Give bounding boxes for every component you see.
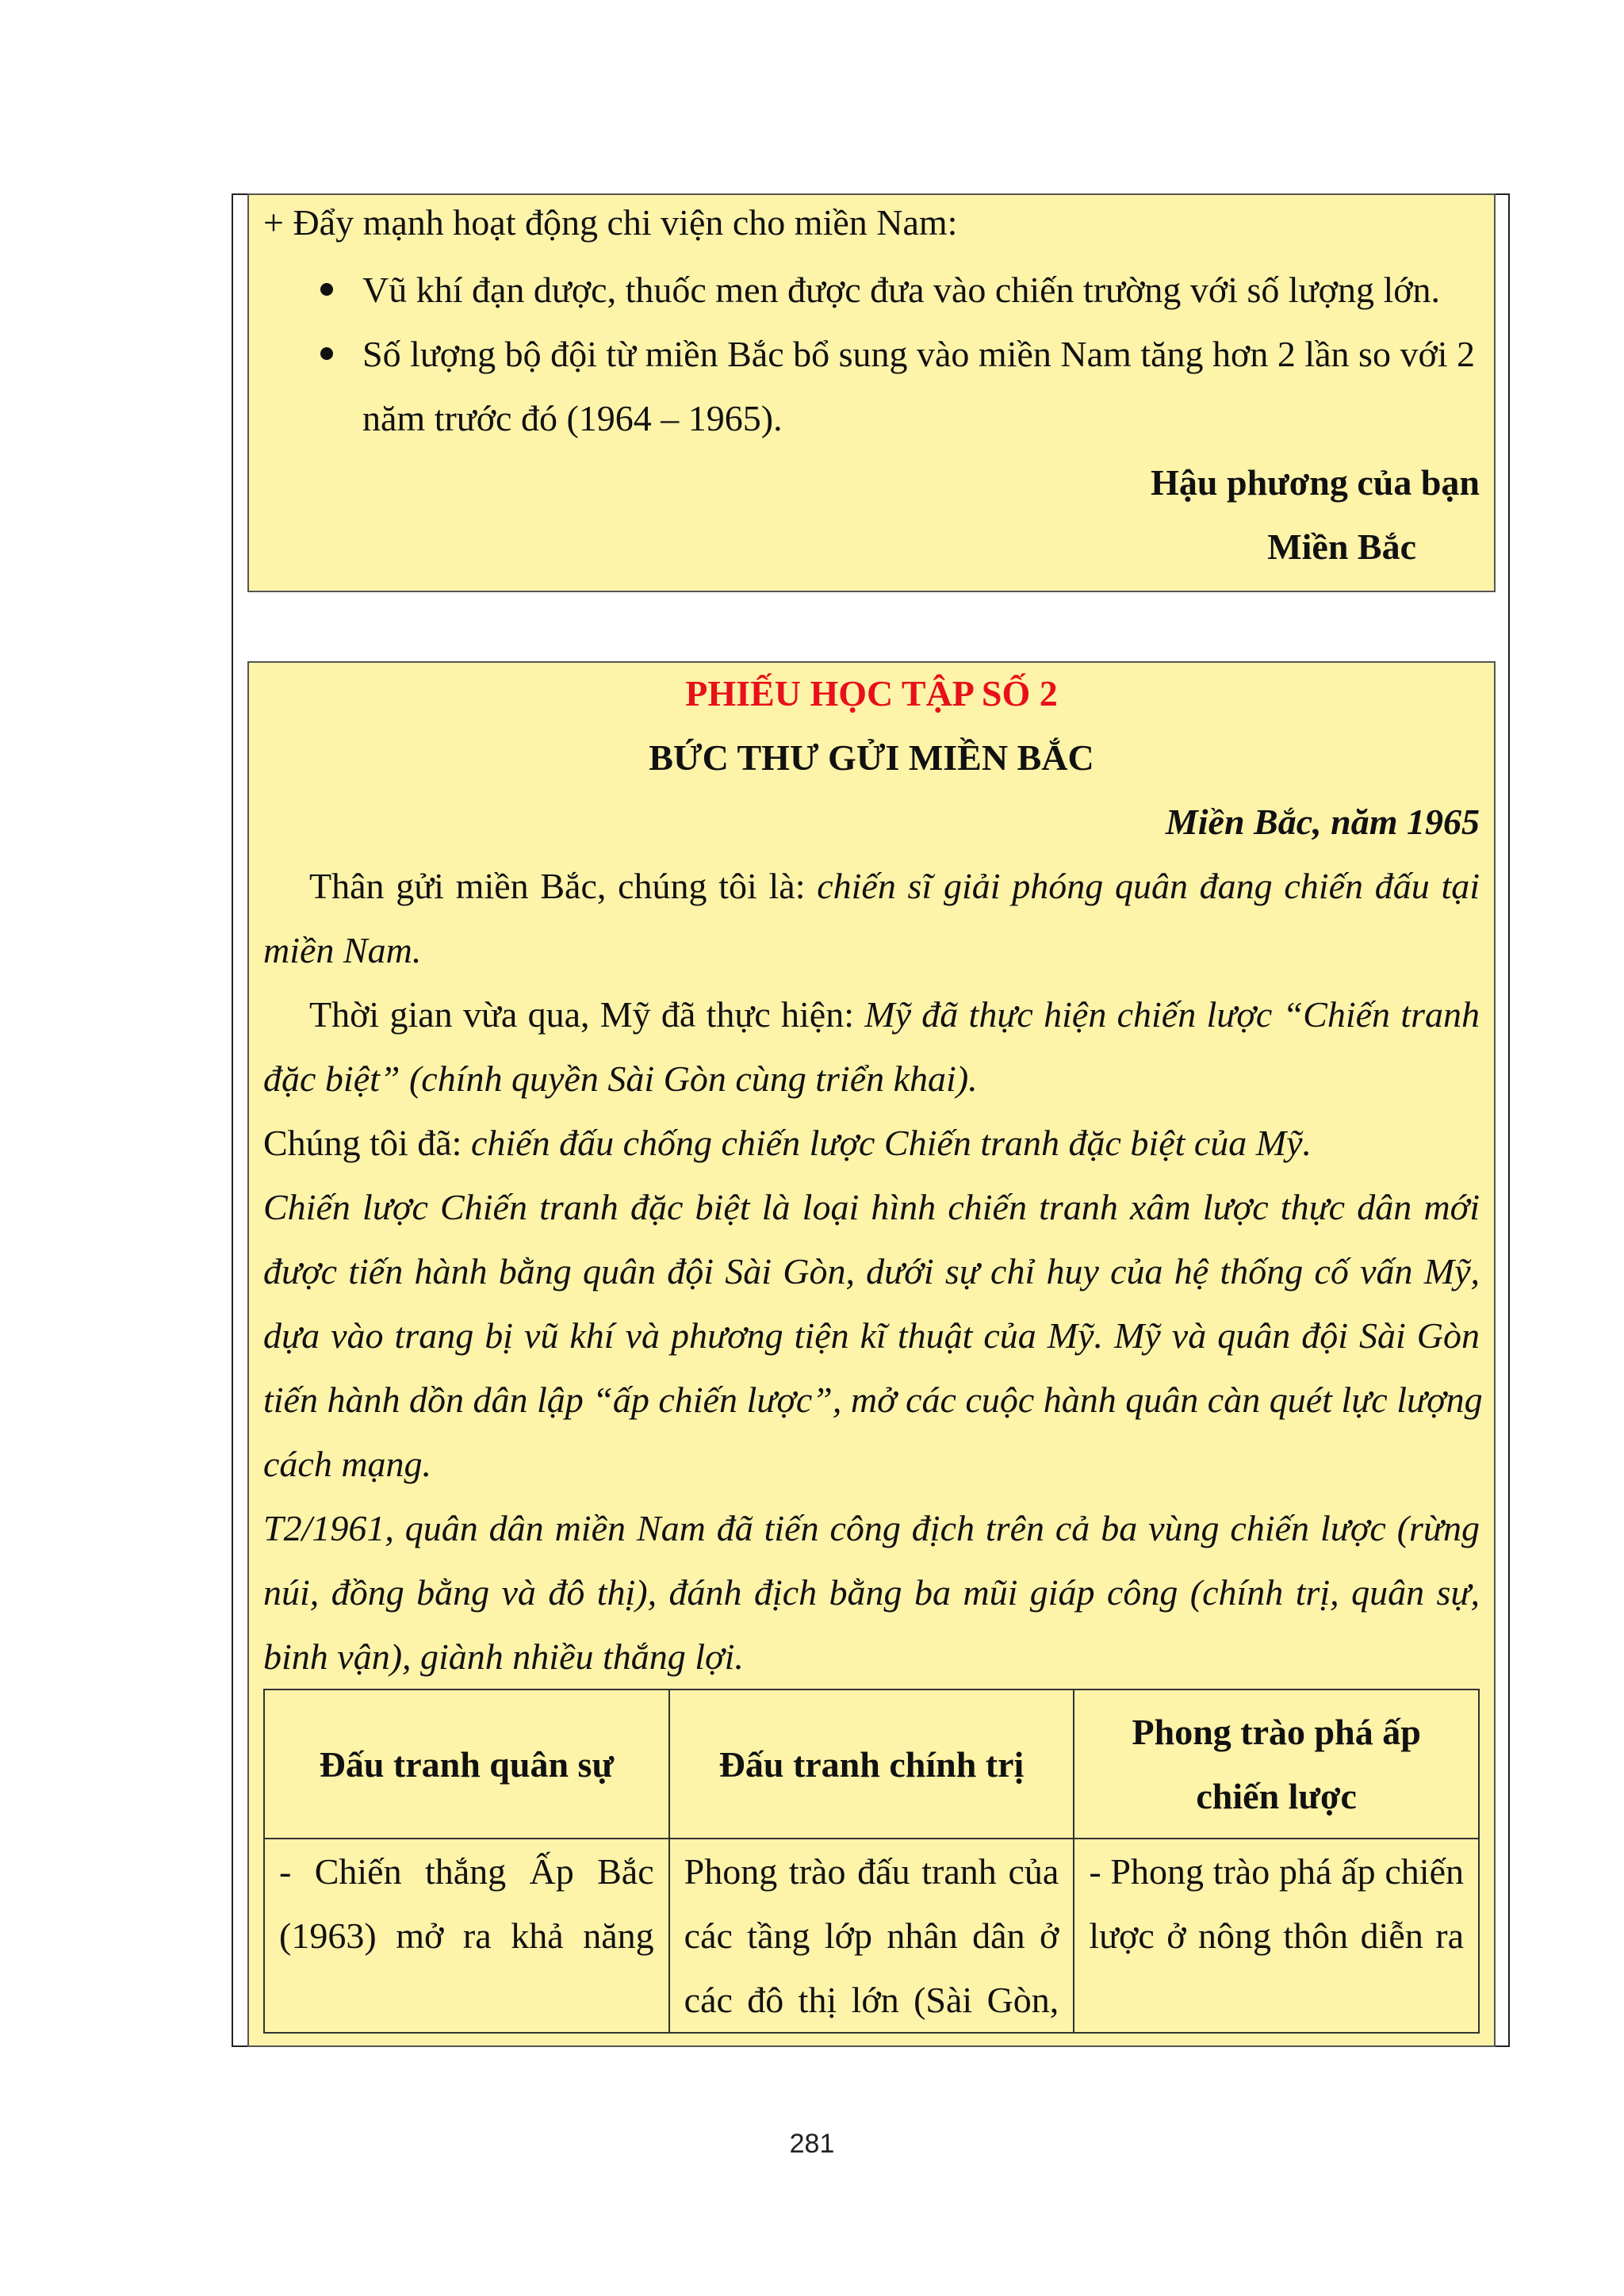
p3-answer: chiến đấu chống chiến lược Chiến tranh đặc biệt của Mỹ. (470, 1123, 1312, 1163)
cell-line: các tầng lớp nhân dân ở (684, 1915, 1059, 1956)
paragraph-1-cont: miền Nam. (263, 930, 422, 970)
bullet-item (263, 322, 1480, 386)
cell-line: Phong trào đấu tranh của (684, 1851, 1059, 1892)
letter-title: BỨC THƯ GỬI MIỀN BẮC (649, 737, 1094, 778)
bullet-text: Số lượng bộ đội từ miền Bắc bổ sung vào miền Nam tăng hơn 2 lần so với 2 (362, 334, 1476, 374)
bullet-text: Vũ khí đạn dược, thuốc men được đưa vào chiến trường với số lượng lớn. (362, 270, 1441, 310)
paragraph-1 (263, 854, 1480, 918)
table-header-row (264, 1689, 1479, 1839)
page-number: 281 (789, 2129, 835, 2159)
signature-line-2: Miền Bắc (1267, 526, 1416, 567)
cell-line: - Chiến thắng Ấp Bắc (279, 1851, 654, 1892)
support-box (247, 193, 1496, 592)
paragraph-5-line: núi, đồng bằng và đô thị), đánh địch bằng ba mũi giáp công (chính trị, quân sự, (263, 1572, 1480, 1613)
paragraph-5-line: binh vận), giành nhiều thắng lợi. (263, 1636, 744, 1677)
header-political: Đấu tranh chính trị (669, 1689, 1074, 1839)
paragraph-5-line: T2/1961, quân dân miền Nam đã tiến công địch trên cả ba vùng chiến lược (rừng (263, 1508, 1480, 1548)
cell-line: (1963) mở ra khả năng (279, 1915, 654, 1956)
dateline: Miền Bắc, năm 1965 (1165, 802, 1480, 842)
table-row (264, 1839, 1479, 2033)
paragraph-4-line: Chiến lược Chiến tranh đặc biệt là loại hình chiến tranh xâm lược thực dân mới (263, 1187, 1480, 1227)
paragraph-4-line: cách mạng. (263, 1444, 432, 1484)
paragraph-4-line: tiến hành dồn dân lập “ấp chiến lược”, mở các cuộc hành quân càn quét lực lượng (263, 1380, 1483, 1420)
paragraph-4-line: dựa vào trang bị vũ khí và phương tiện kĩ thuật của Mỹ. Mỹ và quân đội Sài Gòn (263, 1315, 1480, 1356)
support-intro: + Đẩy mạnh hoạt động chi viện cho miền Nam: (263, 202, 958, 243)
p1-label: Thân gửi miền Bắc, chúng tôi là: (309, 866, 818, 906)
paragraph-3 (263, 1111, 1480, 1175)
p1-answer: chiến sĩ giải phóng quân đang chiến đấu tại (817, 866, 1480, 906)
paragraph-2 (263, 982, 1480, 1047)
cell-anti-hamlet (1074, 1839, 1479, 2033)
bullet-item (263, 258, 1480, 322)
header-military: Đấu tranh quân sự (264, 1689, 669, 1839)
p2-answer: Mỹ đã thực hiện chiến lược “Chiến tranh (864, 994, 1480, 1035)
cell-line: các đô thị lớn (Sài Gòn, (684, 1980, 1059, 2020)
cell-line: lược ở nông thôn diễn ra (1089, 1915, 1464, 1956)
paragraph-2-cont: đặc biệt” (chính quyền Sài Gòn cùng triển khai). (263, 1058, 978, 1099)
p3-label: Chúng tôi đã: (263, 1123, 471, 1163)
cell-political (669, 1839, 1074, 2033)
cell-line: - Phong trào phá ấp chiến (1089, 1851, 1464, 1892)
cell-military (264, 1839, 669, 2033)
bullet-icon (320, 347, 333, 360)
bullet-text-cont: năm trước đó (1964 – 1965). (362, 398, 783, 438)
paragraph-4-line: được tiến hành bằng quân đội Sài Gòn, dưới sự chỉ huy của hệ thống cố vấn Mỹ, (263, 1251, 1480, 1292)
signature-line-1: Hậu phương của bạn (1151, 462, 1480, 503)
worksheet-box (247, 661, 1496, 2047)
worksheet-title: PHIẾU HỌC TẬP SỐ 2 (685, 673, 1058, 714)
header-anti-hamlet: Phong trào phá ấp chiến lược (1074, 1689, 1479, 1839)
struggle-table (263, 1689, 1480, 2034)
p2-label: Thời gian vừa qua, Mỹ đã thực hiện: (309, 994, 865, 1035)
bullet-icon (320, 283, 333, 296)
